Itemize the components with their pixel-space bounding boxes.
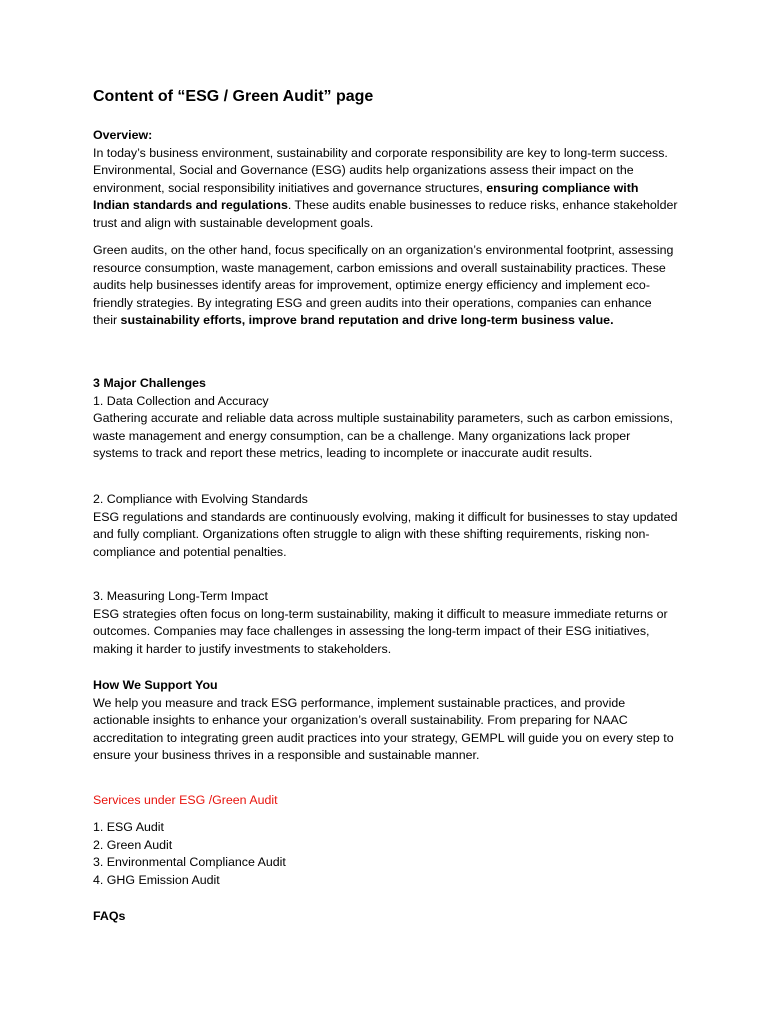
service-item: 3. Environmental Compliance Audit bbox=[93, 855, 286, 870]
service-item: 4. GHG Emission Audit bbox=[93, 872, 220, 887]
support-body: We help you measure and track ESG performance, implement sustainable practices, and provide actionable insights to enhance your organization’s overall sustainability. From preparing for NAAC accreditation to integrating green audit practices into your strategy, GEMPL will guide you on every step to ensure your business thrives in a responsible and sustainable manner. bbox=[93, 695, 674, 763]
support-heading: How We Support You bbox=[93, 678, 218, 692]
overview-p1-text-a: In today’s business environment, sustainability and corporate responsibility are key to long-term success. Environmental, Social and Governance (ESG) audits help organizations assess their impact on the environment, social responsibility initiatives and governance structures, bbox=[93, 145, 668, 195]
support-block bbox=[93, 677, 678, 765]
challenge-2-title: 2. Compliance with Evolving Standards bbox=[93, 492, 308, 506]
challenge-3-block bbox=[93, 588, 678, 658]
challenge-2-block bbox=[93, 491, 678, 561]
challenge-2-body: ESG regulations and standards are continuously evolving, making it difficult for businesses to stay updated and fully compliant. Organizations often struggle to align with these shifting requirements, risking non-compliance and potential penalties. bbox=[93, 509, 678, 559]
service-item: 2. Green Audit bbox=[93, 837, 173, 852]
overview-p1-bold: ensuring compliance with Indian standards and regulations bbox=[93, 180, 639, 213]
overview-heading: Overview: bbox=[93, 128, 153, 142]
challenge-1-block bbox=[93, 375, 678, 463]
services-heading: Services under ESG /Green Audit bbox=[93, 793, 278, 807]
challenges-heading: 3 Major Challenges bbox=[93, 376, 206, 390]
page-title: Content of “ESG / Green Audit” page bbox=[93, 88, 374, 105]
challenge-1-title: 1. Data Collection and Accuracy bbox=[93, 393, 269, 408]
overview-paragraph-1 bbox=[93, 127, 678, 233]
challenge-3-body: ESG strategies often focus on long-term sustainability, making it difficult to measure immediate returns or outcomes. Companies may face challenges in assessing the long-term impact of their ESG initiatives, making it harder to justify investments to stakeholders. bbox=[93, 606, 668, 656]
overview-p2-bold: sustainability efforts, improve brand reputation and drive long-term business value. bbox=[120, 313, 614, 328]
faqs-heading: FAQs bbox=[93, 909, 126, 923]
overview-paragraph-2 bbox=[93, 242, 678, 330]
challenge-1-body: Gathering accurate and reliable data across multiple sustainability parameters, such as carbon emissions, waste management and energy consumption, can be a challenge. Many organizations lack proper systems to track and report these metrics, leading to incomplete or inaccurate audit results. bbox=[93, 411, 673, 461]
service-item: 1. ESG Audit bbox=[93, 820, 164, 834]
challenge-3-title: 3. Measuring Long-Term Impact bbox=[93, 589, 268, 603]
overview-p1-text-b: . These audits enable businesses to reduce risks, enhance stakeholder trust and align with sustainable development goals. bbox=[93, 198, 678, 230]
services-list bbox=[93, 819, 678, 889]
overview-p2-text-a: Green audits, on the other hand, focus specifically on an organization’s environmental footprint, assessing resource consumption, waste management, carbon emissions and overall sustainability practices. These audits help businesses identify areas for improvement, optimize energy efficiency and implement eco-friendly strategies. By integrating ESG and green audits into their operations, companies can enhance their bbox=[93, 243, 674, 328]
